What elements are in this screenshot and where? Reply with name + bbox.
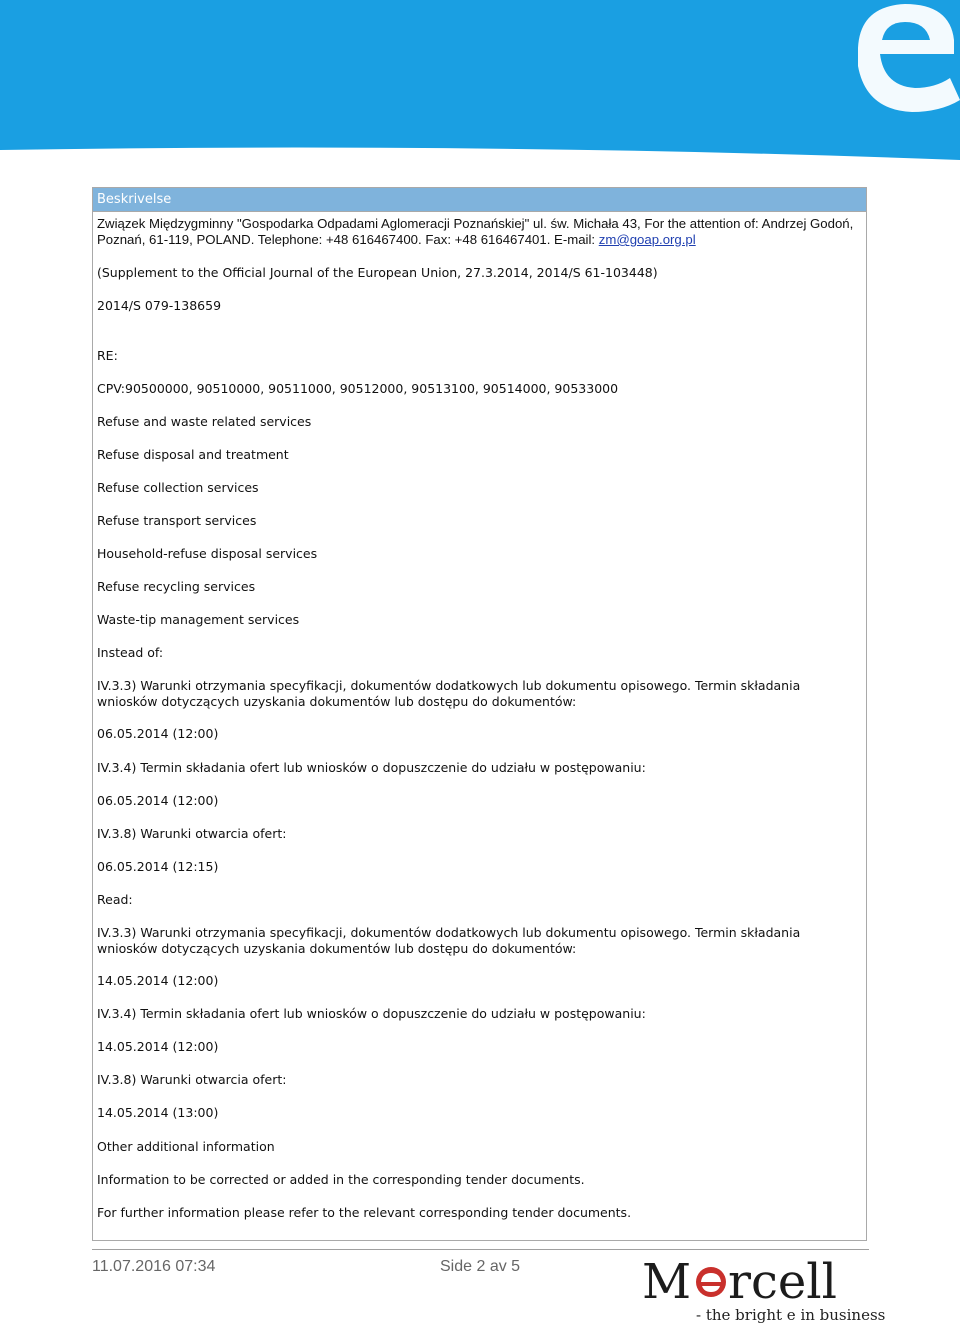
read-item: IV.3.4) Termin składania ofert lub wniosków o dopuszczenie do udziału w postępowaniu: — [97, 1006, 646, 1021]
footer-datetime: 11.07.2016 07:34 — [92, 1258, 216, 1275]
notice-reference: 2014/S 079-138659 — [97, 298, 222, 313]
service-item: Refuse transport services — [97, 513, 257, 528]
other-info-heading: Other additional information — [97, 1139, 275, 1154]
mercell-logo-mark — [640, 1252, 870, 1308]
info-corrected-text: Information to be corrected or added in the corresponding tender documents. — [97, 1172, 585, 1187]
service-item: Refuse collection services — [97, 480, 259, 495]
footer-divider — [92, 1249, 869, 1250]
description-box — [92, 187, 867, 1241]
logo-letter-m: M — [642, 1254, 692, 1308]
logo-tagline: - the bright e in business — [696, 1306, 886, 1324]
re-label: RE: — [97, 348, 118, 363]
further-info-text: For further information please refer to the relevant corresponding tender documents. — [97, 1205, 632, 1220]
address-line-2-text: Poznań, 61-119, POLAND. Telephone: +48 616467400. Fax: +48 616467401. E-mail: — [97, 232, 599, 247]
cpv-codes: CPV:90500000, 90510000, 90511000, 90512000, 90513100, 90514000, 90533000 — [97, 381, 619, 396]
supplement-text: (Supplement to the Official Journal of the European Union, 27.3.2014, 2014/S 61-103448) — [97, 265, 658, 280]
footer-page-number: Side 2 av 5 — [440, 1258, 521, 1275]
instead-of-label: Instead of: — [97, 645, 164, 660]
email-link[interactable]: zm@goap.org.pl — [598, 232, 696, 247]
instead-item: 06.05.2014 (12:00) — [97, 726, 219, 741]
read-label: Read: — [97, 892, 133, 907]
instead-item: IV.3.8) Warunki otwarcia ofert: — [97, 826, 287, 841]
service-item: Refuse disposal and treatment — [97, 447, 289, 462]
read-item: 14.05.2014 (12:00) — [97, 1039, 219, 1054]
address-line-2 — [97, 232, 862, 248]
read-item: 14.05.2014 (13:00) — [97, 1105, 219, 1120]
service-item: Household-refuse disposal services — [97, 546, 318, 561]
read-item: IV.3.3) Warunki otrzymania specyfikacji, dokumentów dodatkowych lub dokumentu opisowego. Termin składania wniosków dotyczących uzyskania dokumentów lub dostępu do dokumentów: — [97, 925, 801, 956]
logo-letters-rcell: rcell — [728, 1254, 837, 1308]
read-item: IV.3.8) Warunki otwarcia ofert: — [97, 1072, 287, 1087]
instead-item: 06.05.2014 (12:15) — [97, 859, 219, 874]
read-item: 14.05.2014 (12:00) — [97, 973, 219, 988]
logo-e-icon — [696, 1267, 726, 1297]
instead-item: 06.05.2014 (12:00) — [97, 793, 219, 808]
top-banner — [0, 0, 960, 165]
address-line-1: Związek Międzygminny "Gospodarka Odpadami Aglomeracji Poznańskiej" ul. św. Michała 43, For the attention of: Andrzej Godoń, — [97, 216, 854, 231]
service-item: Refuse and waste related services — [97, 414, 312, 429]
service-item: Refuse recycling services — [97, 579, 256, 594]
service-item: Waste-tip management services — [97, 612, 300, 627]
instead-item: IV.3.3) Warunki otrzymania specyfikacji, dokumentów dodatkowych lub dokumentu opisowego. Termin składania wniosków dotyczących uzyskania dokumentów lub dostępu do dokumentów: — [97, 678, 801, 709]
box-header: Beskrivelse — [93, 188, 866, 212]
instead-item: IV.3.4) Termin składania ofert lub wniosków o dopuszczenie do udziału w postępowaniu: — [97, 760, 646, 775]
mercell-logo — [640, 1252, 886, 1328]
